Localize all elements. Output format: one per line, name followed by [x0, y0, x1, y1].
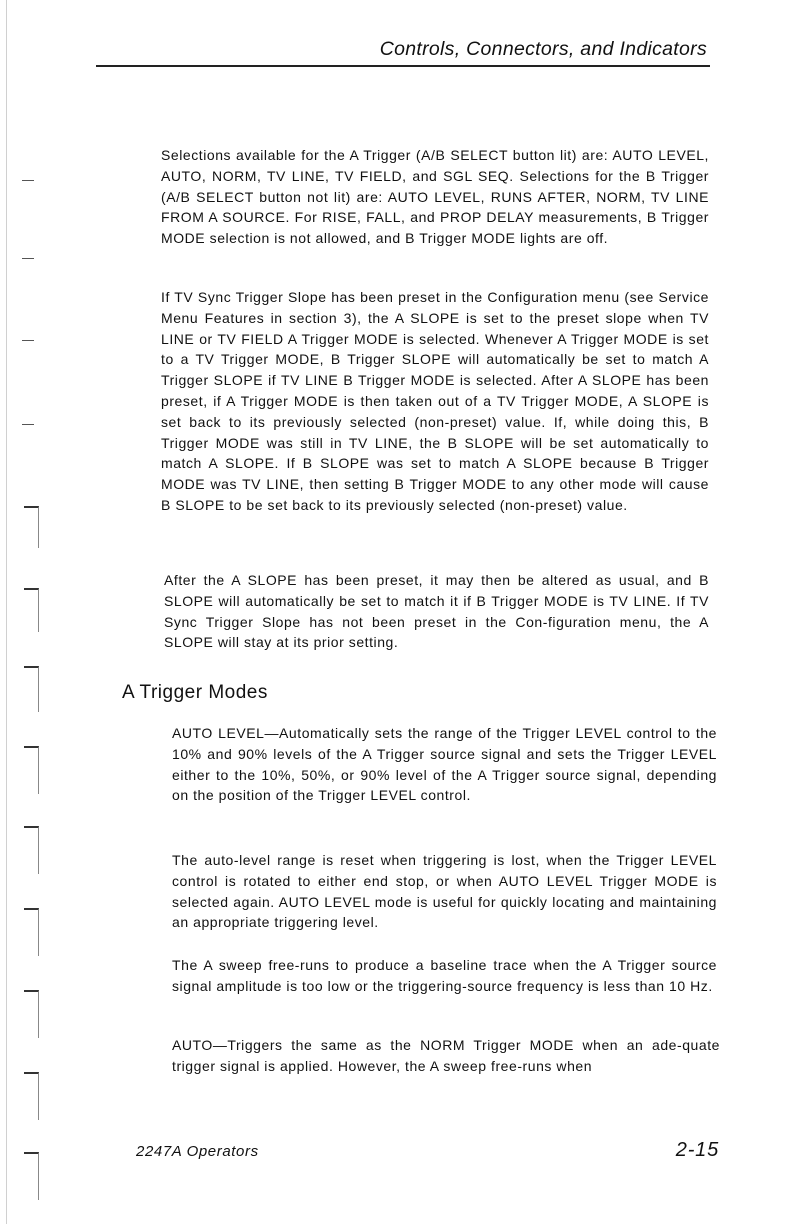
mode-paragraph-free-run: The A sweep free-runs to produce a baseline trace when the A Trigger source signal amplitude is too low or the triggering-source frequency is less than 10 Hz. [172, 957, 717, 994]
binding-tick [22, 424, 34, 425]
binding-mark [24, 666, 39, 712]
binding-tick [22, 180, 34, 181]
mode-paragraph-auto-level-reset: The auto-level range is reset when triggering is lost, when the Trigger LEVEL control is rotated to either end stop, or when AUTO LEVEL Trigger MODE is selected again. AUTO LEVEL mode is useful for quickly locating and maintaining an appropriate triggering level. [172, 852, 717, 931]
binding-mark [24, 588, 39, 632]
footer-page-number: 2-15 [675, 1139, 719, 1161]
binding-mark [24, 1072, 39, 1120]
binding-mark [24, 908, 39, 956]
binding-mark [24, 990, 39, 1038]
binding-mark [24, 1152, 39, 1200]
binding-mark [24, 506, 39, 548]
binding-tick [22, 258, 34, 259]
body-paragraph-trigger-selections: Selections available for the A Trigger (A/B SELECT button lit) are: AUTO LEVEL, AUTO, NORM, TV LINE, TV FIELD, and SGL SEQ. Selections for the B Trigger (A/B SELECT button not lit) are: AUTO LEVEL, RUNS AFTER, NORM, TV LINE FROM A SOURCE. For RISE, FALL, and PROP DELAY measurements, B Trigger MODE selection is not allowed, and B Trigger MODE lights are off. [161, 147, 709, 247]
running-header-title: Controls, Connectors, and Indicators [379, 38, 707, 60]
mode-paragraph-auto-level: AUTO LEVEL—Automatically sets the range of the Trigger LEVEL control to the 10% and 90% levels of the A Trigger source signal and sets the Trigger LEVEL either to the 10%, 50%, or 90% level of the A Trigger source signal, depending on the position of the Trigger LEVEL control. [172, 725, 717, 804]
page-binding-edge [0, 0, 48, 1224]
footer-manual-name: 2247A Operators [136, 1143, 259, 1160]
binding-edge-line [6, 0, 7, 1224]
body-paragraph-a-slope-preset: After the A SLOPE has been preset, it may then be altered as usual, and B SLOPE will automatically be set to match it if B Trigger MODE is TV LINE. If TV Sync Trigger Slope has not been preset in the Con-figuration menu, the A SLOPE will stay at its prior setting. [164, 572, 709, 651]
binding-tick [22, 340, 34, 341]
binding-mark [24, 746, 39, 794]
section-heading-a-trigger-modes: A Trigger Modes [122, 682, 268, 703]
binding-mark [24, 826, 39, 874]
body-paragraph-tv-sync-slope: If TV Sync Trigger Slope has been preset in the Configuration menu (see Service Menu Features in section 3), the A SLOPE is set to the preset slope when TV LINE or TV FIELD A Trigger MODE is selected. Whenever A Trigger MODE is set to a TV Trigger MODE, B Trigger SLOPE will automatically be set to match A Trigger SLOPE if TV LINE B Trigger MODE is selected. After A SLOPE has been preset, if A Trigger MODE is then taken out of a TV Trigger MODE, A SLOPE is set back to its previously selected (non-preset) value. If, while doing this, B Trigger MODE was still in TV LINE, the B SLOPE will be set automatically to match A SLOPE. If B SLOPE was set to match A SLOPE because B Trigger MODE was TV LINE, then setting B Trigger MODE to any other mode will cause B SLOPE to be set back to its previously selected (non-preset) value. [161, 289, 709, 513]
mode-paragraph-auto: AUTO—Triggers the same as the NORM Trigger MODE when an ade-quate trigger signal is applied. However, the A sweep free-runs when [172, 1037, 720, 1074]
header-rule [96, 65, 710, 67]
